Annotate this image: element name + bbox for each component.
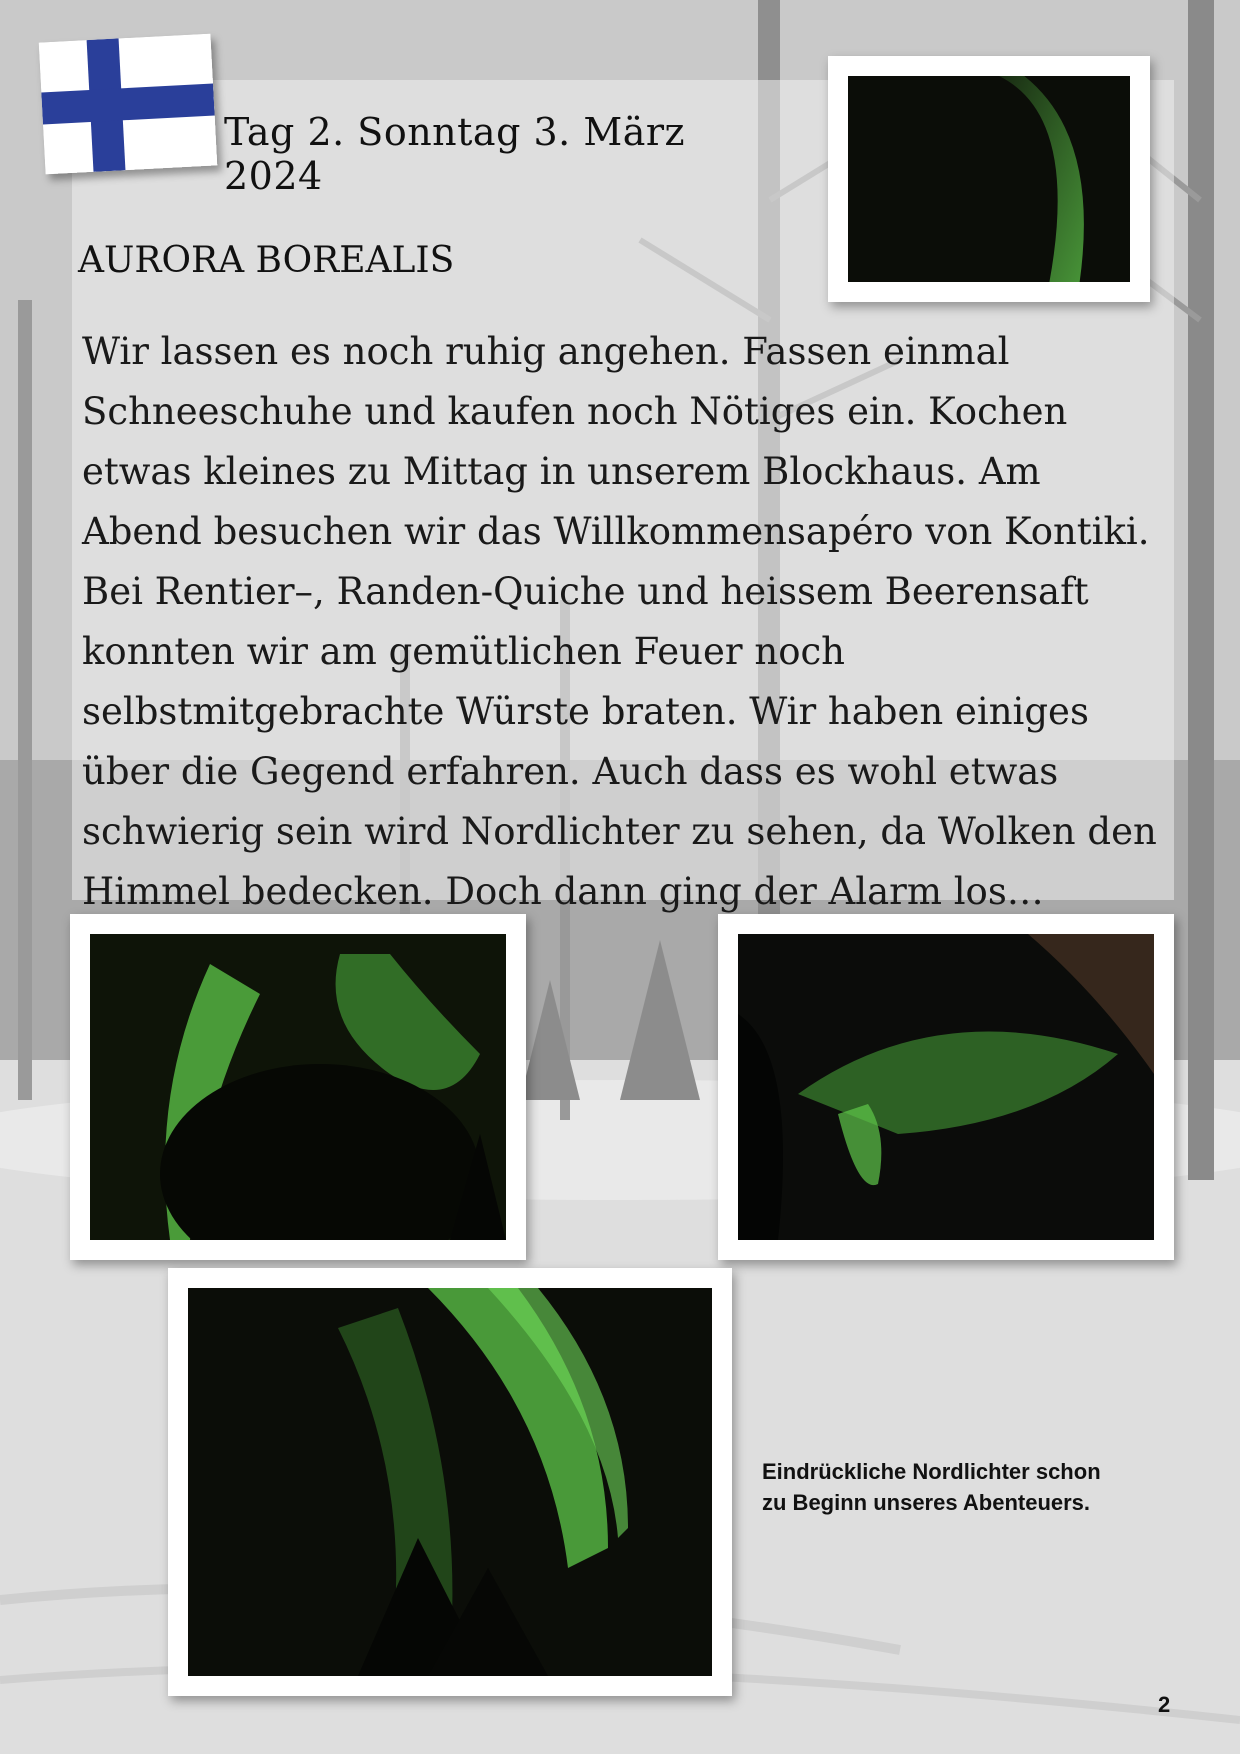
aurora-photo-middle-right <box>718 914 1174 1260</box>
body-paragraph: Wir lassen es noch ruhig angehen. Fassen einmal Schneeschuhe und kaufen noch Nötiges ein. Kochen etwas kleines zu Mittag in unserem Blockhaus. Am Abend besuchen wir das Willkommensapéro von Kontiki. Bei Rentier–, Randen-Quiche und heissem Beerensaft konnten wir am gemütlichen Feuer noch selbstmitgebrachte Würste braten. Wir haben einiges über die Gegend erfahren. Auch dass es wohl etwas schwierig sein wird Nordlichter zu sehen, da Wolken den Himmel bedecken. Doch dann ging der Alarm los… <box>82 330 1157 913</box>
section-title: AURORA BOREALIS <box>78 240 455 281</box>
caption-line-1: Eindrückliche Nordlichter schon <box>762 1459 1101 1484</box>
aurora-photo-middle-left <box>70 914 526 1260</box>
aurora-photo-top-right <box>828 56 1150 302</box>
page-number: 2 <box>1158 1692 1171 1717</box>
caption-line-2: zu Beginn unseres Abenteuers. <box>762 1490 1091 1515</box>
date-heading: Tag 2. Sonntag 3. März 2024 <box>224 110 686 198</box>
finland-flag-icon <box>39 34 218 175</box>
photo-caption <box>762 1456 1162 1518</box>
aurora-photo-bottom <box>168 1268 732 1696</box>
